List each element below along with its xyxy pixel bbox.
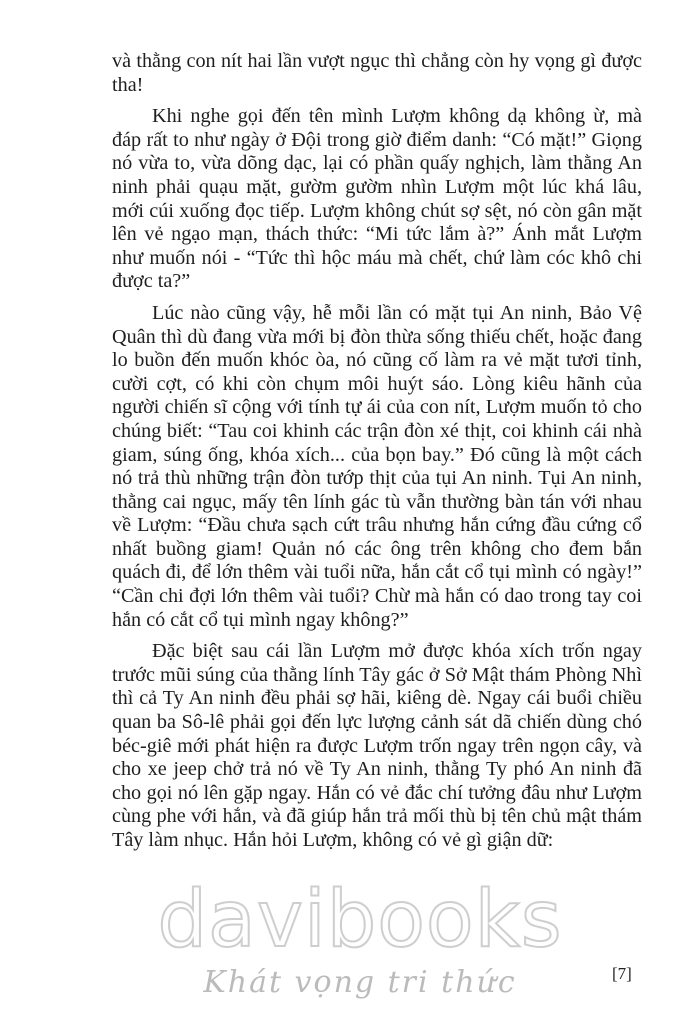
- watermark-brand: davibooks: [157, 875, 563, 965]
- body-text: [112, 50, 642, 861]
- paragraph-continuation: và thằng con nít hai lần vượt ngục thì chẳng còn hy vọng gì được tha!: [112, 50, 642, 96]
- paragraph: Đặc biệt sau cái lần Lượm mở được khóa xích trốn ngay trước mũi súng của thằng lính Tây gác ở Sở Mật thám Phòng Nhì thì cả Ty An ninh đều phải sợ hãi, kiêng dè. Ngay cái buổi chiều quan ba Sô-lê phải gọi đến lực lượng cảnh sát dã chiến dùng chó béc-giê mới phát hiện ra được Lượm trốn ngay trên ngọn cây, và cho xe jeep chở trả nó về Ty An ninh, thằng Ty phó An ninh đã cho gọi nó lên gặp ngay. Hắn có vẻ đắc chí tưởng đâu như Lượm cùng phe với hắn, và đã giúp hắn trả mối thù bị tên chủ mật thám Tây làm nhục. Hắn hỏi Lượm, không có vẻ gì giận dữ:: [112, 640, 642, 851]
- paragraph: Khi nghe gọi đến tên mình Lượm không dạ không ừ, mà đáp rất to như ngày ở Đội trong giờ điểm danh: “Có mặt!” Giọng nó vừa to, vừa dõng dạc, lại có phần quấy nghịch, làm thằng An ninh phải quạu mặt, gườm gườm nhìn Lượm một lúc khá lâu, mới cúi xuống đọc tiếp. Lượm không chút sợ sệt, nó còn gân mặt lên vẻ ngạo mạn, thách thức: “Mi tức lắm à?” Ánh mắt Lượm như muốn nói - “Tức thì hộc máu mà chết, chứ làm cóc khô chi được ta?”: [112, 105, 642, 293]
- paragraph: Lúc nào cũng vậy, hễ mỗi lần có mặt tụi An ninh, Bảo Vệ Quân thì dù đang vừa mới bị đòn thừa sống thiếu chết, hoặc đang lo buồn đến muốn khóc òa, nó cũng cố làm ra vẻ mặt tươi tỉnh, cười cợt, có khi còn chụm môi huýt sáo. Lòng kiêu hãnh của người chiến sĩ cộng với tính tự ái của con nít, Lượm muốn tỏ cho chúng biết: “Tau coi khinh các trận đòn xé thịt, coi khinh cái nhà giam, súng ống, khóa xích... của bọn bay.” Đó cũng là một cách nó trả thù những trận đòn tướp thịt của tụi An ninh. Tụi An ninh, thằng cai ngục, mấy tên lính gác tù vẫn thường bàn tán với nhau về Lượm: “Đầu chưa sạch cứt trâu nhưng hắn cứng đầu cứng cổ nhất buồng giam! Quản nó các ông trên không cho đem bắn quách đi, để lớn thêm vài tuổi nữa, hắn cắt cổ tụi mình có ngày!” “Cần chi đợi lớn thêm vài tuổi? Chừ mà hắn có dao trong tay coi hắn có cắt cổ tụi mình ngay không?”: [112, 301, 642, 631]
- page-number: [7]: [612, 964, 632, 983]
- watermark-slogan: Khát vọng tri thức: [203, 965, 517, 1000]
